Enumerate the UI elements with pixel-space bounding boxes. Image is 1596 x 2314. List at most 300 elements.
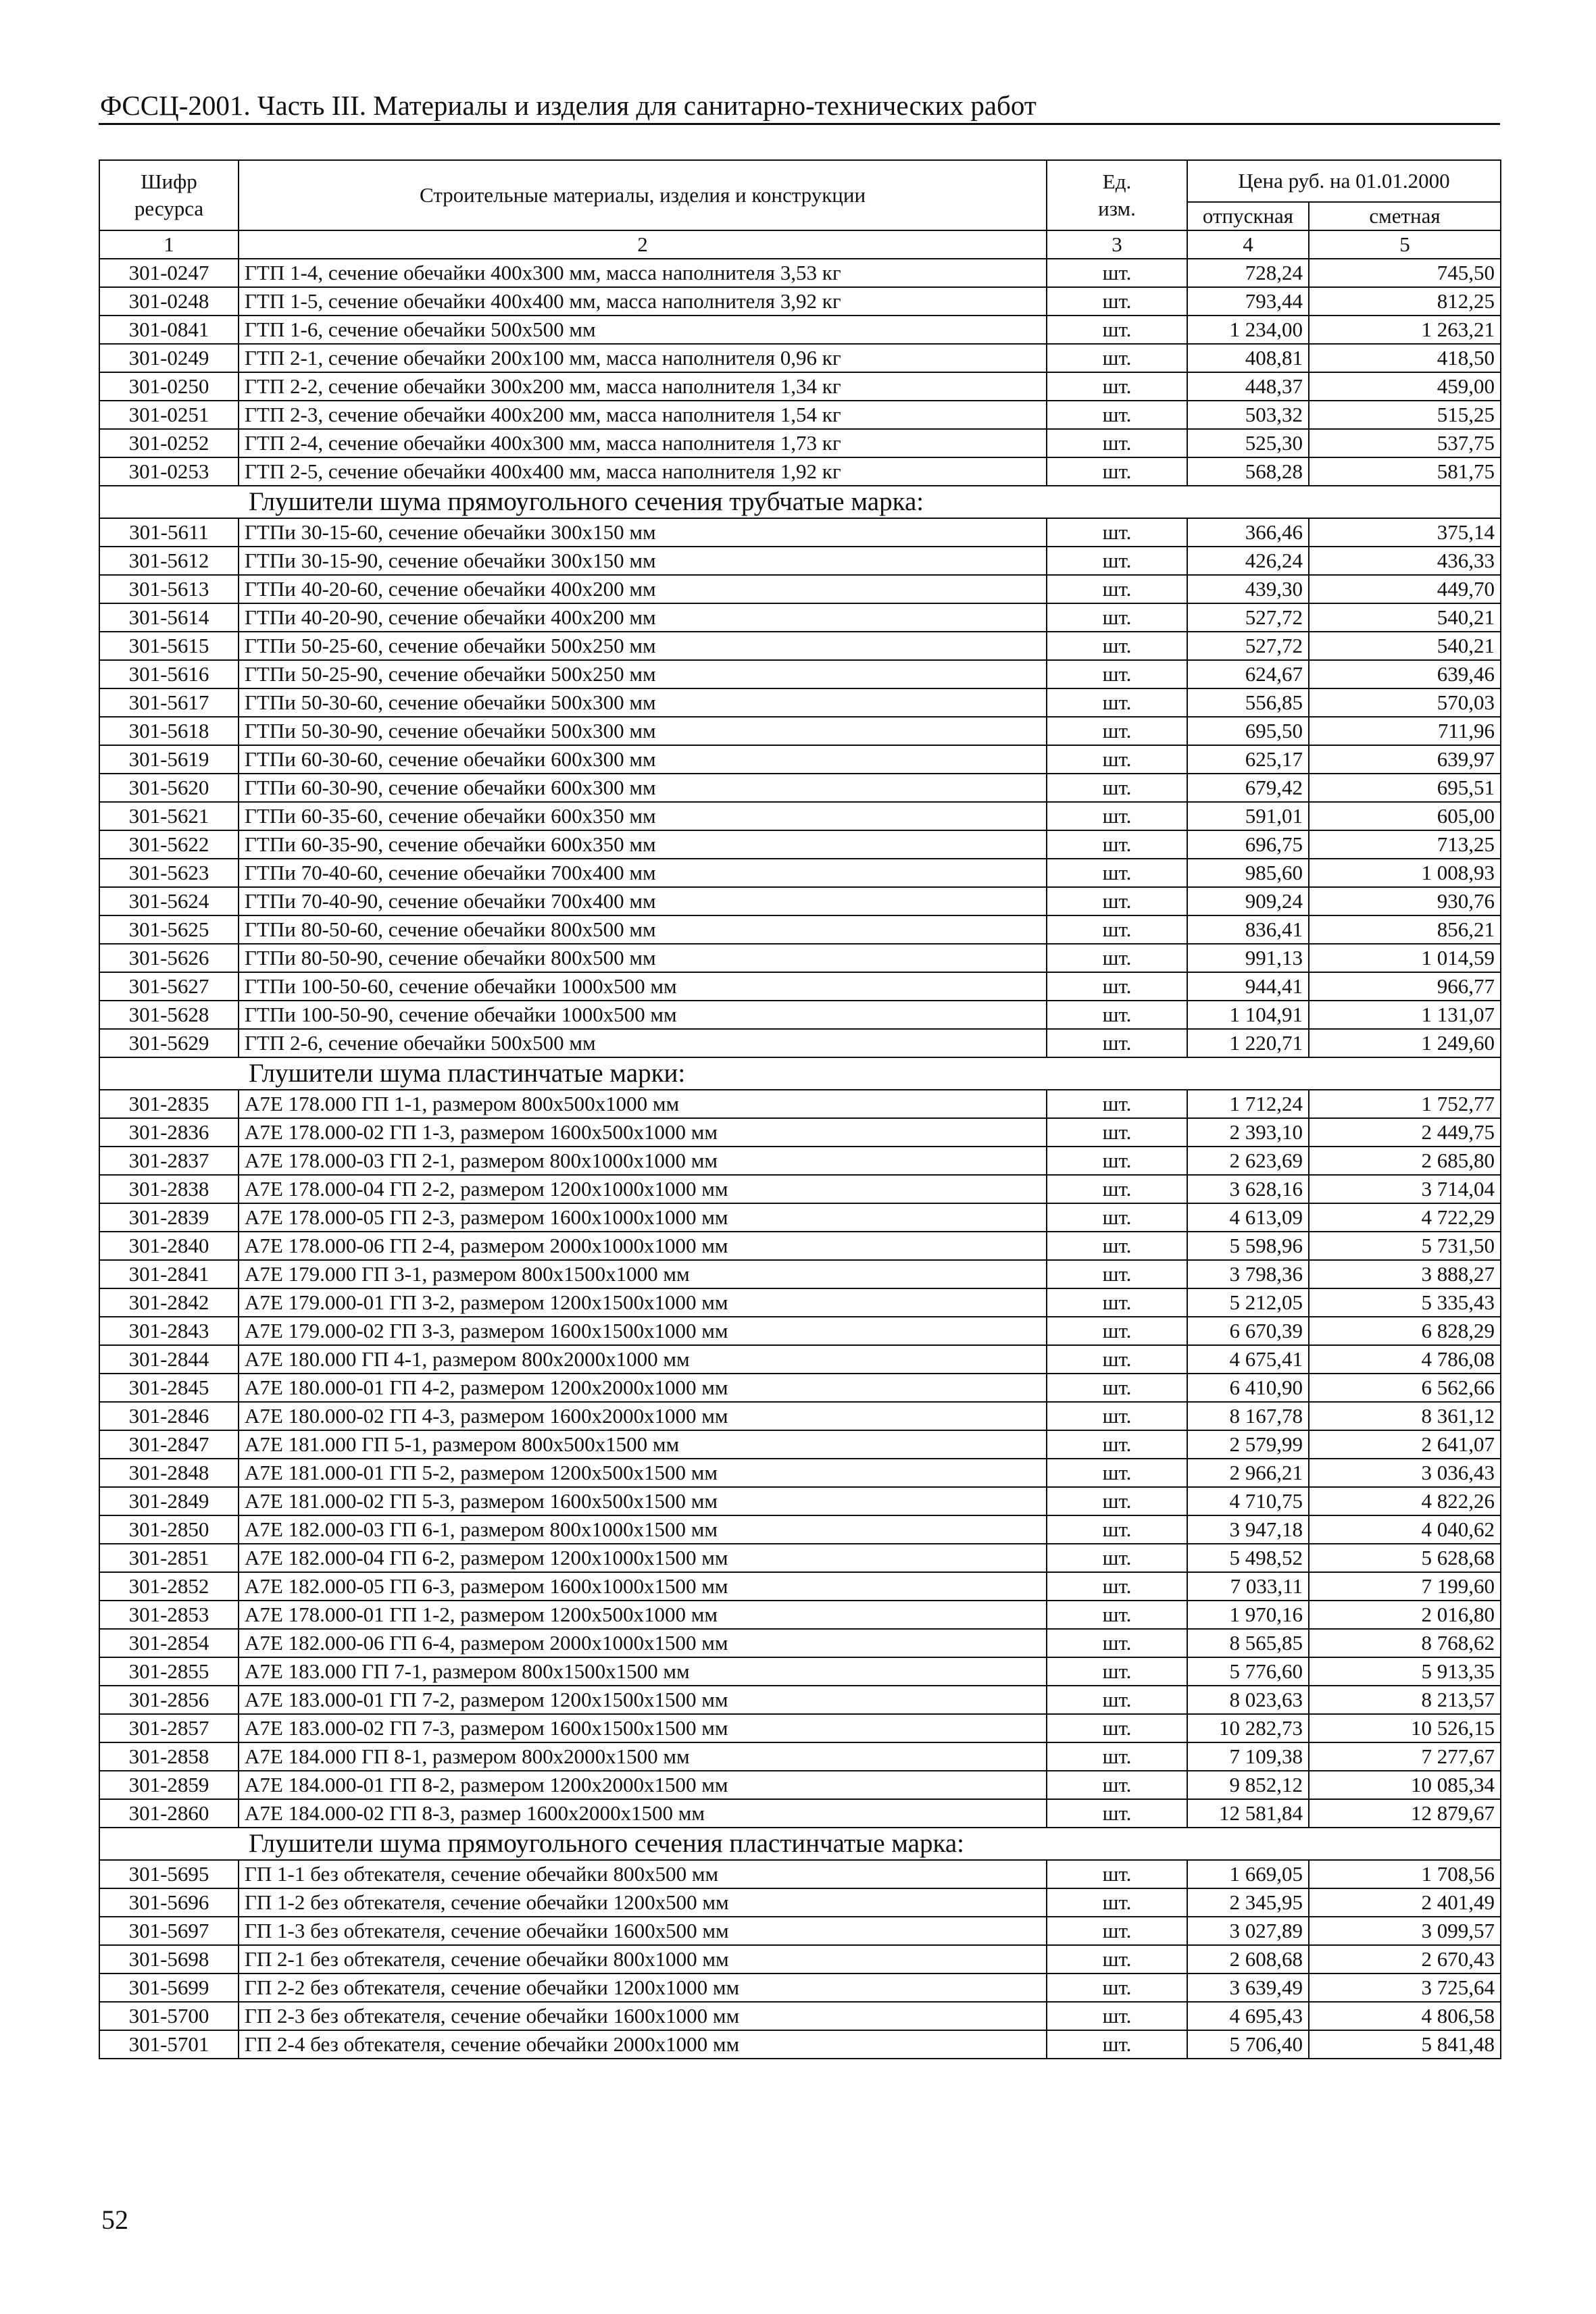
cell-price-release: 2 579,99 — [1187, 1430, 1309, 1459]
cell-code: 301-2840 — [99, 1232, 239, 1260]
cell-unit: шт. — [1047, 1799, 1187, 1828]
cell-price-release: 3 798,36 — [1187, 1260, 1309, 1288]
table-row — [99, 575, 1501, 603]
cell-unit: шт. — [1047, 1232, 1187, 1260]
cell-code: 301-2836 — [99, 1118, 239, 1147]
cell-price-estimate: 2 401,49 — [1309, 1888, 1501, 1917]
table-row — [99, 1317, 1501, 1345]
cell-price-estimate: 711,96 — [1309, 717, 1501, 745]
cell-price-release: 1 669,05 — [1187, 1860, 1309, 1888]
table-row — [99, 287, 1501, 316]
cell-code: 301-0250 — [99, 372, 239, 401]
cell-name: А7Е 183.000-01 ГП 7-2, размером 1200х1500х1500 мм — [239, 1686, 1047, 1714]
cell-unit: шт. — [1047, 316, 1187, 344]
cell-unit: шт. — [1047, 802, 1187, 830]
cell-code: 301-5613 — [99, 575, 239, 603]
cell-price-release: 7 109,38 — [1187, 1742, 1309, 1771]
cell-name: А7Е 182.000-06 ГП 6-4, размером 2000х1000х1500 мм — [239, 1629, 1047, 1657]
cell-price-release: 4 613,09 — [1187, 1203, 1309, 1232]
table-row — [99, 1629, 1501, 1657]
cell-price-estimate: 3 888,27 — [1309, 1260, 1501, 1288]
table-row — [99, 1232, 1501, 1260]
table-row — [99, 972, 1501, 1001]
cell-unit: шт. — [1047, 1402, 1187, 1430]
cell-unit: шт. — [1047, 660, 1187, 688]
cell-name: А7Е 181.000-01 ГП 5-2, размером 1200х500х1500 мм — [239, 1459, 1047, 1487]
cell-price-estimate: 6 828,29 — [1309, 1317, 1501, 1345]
table-row — [99, 1029, 1501, 1057]
cell-name: А7Е 178.000-01 ГП 1-2, размером 1200х500х1000 мм — [239, 1601, 1047, 1629]
cell-unit: шт. — [1047, 2002, 1187, 2030]
cell-name: ГТПи 60-30-90, сечение обечайки 600х300 мм — [239, 774, 1047, 802]
section-title: Глушители шума пластинчатые марки: — [99, 1057, 1501, 1090]
cell-code: 301-2842 — [99, 1288, 239, 1317]
cell-code: 301-0253 — [99, 457, 239, 486]
cell-name: ГТПи 50-30-60, сечение обечайки 500х300 мм — [239, 688, 1047, 717]
cell-price-estimate: 2 016,80 — [1309, 1601, 1501, 1629]
cell-name: А7Е 178.000 ГП 1-1, размером 800х500х1000 мм — [239, 1090, 1047, 1118]
cell-price-estimate: 2 449,75 — [1309, 1118, 1501, 1147]
table-row — [99, 316, 1501, 344]
cell-name: ГТПи 80-50-90, сечение обечайки 800х500 мм — [239, 944, 1047, 972]
table-row — [99, 1686, 1501, 1714]
col-index-2: 2 — [239, 230, 1047, 259]
cell-name: ГТП 1-4, сечение обечайки 400х300 мм, масса наполнителя 3,53 кг — [239, 259, 1047, 287]
cell-unit: шт. — [1047, 1601, 1187, 1629]
cell-unit: шт. — [1047, 1001, 1187, 1029]
table-row — [99, 1572, 1501, 1601]
cell-unit: шт. — [1047, 1945, 1187, 1973]
cell-price-estimate: 1 014,59 — [1309, 944, 1501, 972]
cell-unit: шт. — [1047, 1430, 1187, 1459]
cell-price-estimate: 1 249,60 — [1309, 1029, 1501, 1057]
cell-name: ГП 1-2 без обтекателя, сечение обечайки 1200х500 мм — [239, 1888, 1047, 1917]
cell-price-release: 1 712,24 — [1187, 1090, 1309, 1118]
table-row — [99, 1402, 1501, 1430]
cell-code: 301-5700 — [99, 2002, 239, 2030]
cell-code: 301-5621 — [99, 802, 239, 830]
table-row — [99, 1118, 1501, 1147]
cell-name: ГП 2-3 без обтекателя, сечение обечайки 1600х1000 мм — [239, 2002, 1047, 2030]
cell-unit: шт. — [1047, 944, 1187, 972]
cell-code: 301-5629 — [99, 1029, 239, 1057]
cell-code: 301-2841 — [99, 1260, 239, 1288]
cell-name: ГТПи 100-50-60, сечение обечайки 1000х500 мм — [239, 972, 1047, 1001]
section-header-row — [99, 1057, 1501, 1090]
cell-price-estimate: 5 628,68 — [1309, 1544, 1501, 1572]
cell-unit: шт. — [1047, 429, 1187, 457]
cell-unit: шт. — [1047, 1629, 1187, 1657]
cell-price-release: 8 565,85 — [1187, 1629, 1309, 1657]
cell-price-estimate: 695,51 — [1309, 774, 1501, 802]
cell-price-release: 527,72 — [1187, 632, 1309, 660]
cell-price-estimate: 515,25 — [1309, 401, 1501, 429]
cell-price-release: 10 282,73 — [1187, 1714, 1309, 1742]
cell-unit: шт. — [1047, 372, 1187, 401]
cell-name: А7Е 184.000-01 ГП 8-2, размером 1200х2000х1500 мм — [239, 1771, 1047, 1799]
cell-price-estimate: 1 708,56 — [1309, 1860, 1501, 1888]
cell-code: 301-2854 — [99, 1629, 239, 1657]
section-header-row — [99, 486, 1501, 518]
cell-name: А7Е 181.000-02 ГП 5-3, размером 1600х500х1500 мм — [239, 1487, 1047, 1515]
cell-price-release: 6 670,39 — [1187, 1317, 1309, 1345]
cell-price-estimate: 745,50 — [1309, 259, 1501, 287]
cell-price-estimate: 3 714,04 — [1309, 1175, 1501, 1203]
cell-price-estimate: 10 085,34 — [1309, 1771, 1501, 1799]
cell-code: 301-5615 — [99, 632, 239, 660]
cell-name: А7Е 178.000-05 ГП 2-3, размером 1600х1000х1000 мм — [239, 1203, 1047, 1232]
cell-code: 301-5695 — [99, 1860, 239, 1888]
table-row — [99, 830, 1501, 859]
table-row — [99, 518, 1501, 547]
section-title: Глушители шума прямоугольного сечения трубчатые марка: — [99, 486, 1501, 518]
cell-unit: шт. — [1047, 1147, 1187, 1175]
cell-price-estimate: 713,25 — [1309, 830, 1501, 859]
header-rule — [99, 123, 1500, 125]
col-header-price: Цена руб. на 01.01.2000 — [1187, 160, 1501, 202]
cell-price-release: 366,46 — [1187, 518, 1309, 547]
cell-unit: шт. — [1047, 915, 1187, 944]
cell-price-release: 625,17 — [1187, 745, 1309, 774]
cell-name: А7Е 178.000-03 ГП 2-1, размером 800х1000х1000 мм — [239, 1147, 1047, 1175]
cell-unit: шт. — [1047, 1657, 1187, 1686]
cell-name: ГТП 2-5, сечение обечайки 400х400 мм, масса наполнителя 1,92 кг — [239, 457, 1047, 486]
cell-price-release: 728,24 — [1187, 259, 1309, 287]
cell-code: 301-2850 — [99, 1515, 239, 1544]
cell-unit: шт. — [1047, 1487, 1187, 1515]
cell-price-release: 1 970,16 — [1187, 1601, 1309, 1629]
cell-code: 301-0247 — [99, 259, 239, 287]
cell-price-estimate: 2 641,07 — [1309, 1430, 1501, 1459]
cell-name: ГТПи 30-15-60, сечение обечайки 300х150 мм — [239, 518, 1047, 547]
cell-unit: шт. — [1047, 1029, 1187, 1057]
cell-code: 301-2857 — [99, 1714, 239, 1742]
cell-price-estimate: 540,21 — [1309, 632, 1501, 660]
section-header-row — [99, 1828, 1501, 1860]
cell-price-release: 3 628,16 — [1187, 1175, 1309, 1203]
table-row — [99, 745, 1501, 774]
table-row — [99, 887, 1501, 915]
cell-name: ГТП 2-4, сечение обечайки 400х300 мм, масса наполнителя 1,73 кг — [239, 429, 1047, 457]
cell-name: А7Е 183.000-02 ГП 7-3, размером 1600х1500х1500 мм — [239, 1714, 1047, 1742]
cell-price-estimate: 6 562,66 — [1309, 1374, 1501, 1402]
cell-price-release: 4 675,41 — [1187, 1345, 1309, 1374]
cell-price-estimate: 5 913,35 — [1309, 1657, 1501, 1686]
cell-price-estimate: 1 263,21 — [1309, 316, 1501, 344]
col-index-3: 3 — [1047, 230, 1187, 259]
cell-name: А7Е 178.000-02 ГП 1-3, размером 1600х500х1000 мм — [239, 1118, 1047, 1147]
cell-price-release: 5 776,60 — [1187, 1657, 1309, 1686]
cell-name: ГТП 2-2, сечение обечайки 300х200 мм, масса наполнителя 1,34 кг — [239, 372, 1047, 401]
cell-price-estimate: 3 725,64 — [1309, 1973, 1501, 2002]
table-row — [99, 1175, 1501, 1203]
table-row — [99, 1657, 1501, 1686]
cell-name: А7Е 180.000-02 ГП 4-3, размером 1600х2000х1000 мм — [239, 1402, 1047, 1430]
cell-name: ГП 2-1 без обтекателя, сечение обечайки 800х1000 мм — [239, 1945, 1047, 1973]
table-row — [99, 1799, 1501, 1828]
cell-price-release: 3 027,89 — [1187, 1917, 1309, 1945]
cell-price-release: 448,37 — [1187, 372, 1309, 401]
cell-price-release: 695,50 — [1187, 717, 1309, 745]
page-header-title: ФССЦ-2001. Часть III. Материалы и изделия для санитарно-технических работ — [100, 90, 1037, 121]
cell-price-estimate: 5 731,50 — [1309, 1232, 1501, 1260]
cell-price-release: 2 345,95 — [1187, 1888, 1309, 1917]
table-row — [99, 1345, 1501, 1374]
cell-name: ГТПи 40-20-60, сечение обечайки 400х200 мм — [239, 575, 1047, 603]
cell-price-estimate: 2 670,43 — [1309, 1945, 1501, 1973]
table-row — [99, 372, 1501, 401]
table-row — [99, 1771, 1501, 1799]
cell-unit: шт. — [1047, 1317, 1187, 1345]
cell-price-estimate: 3 099,57 — [1309, 1917, 1501, 1945]
cell-price-release: 556,85 — [1187, 688, 1309, 717]
cell-price-release: 591,01 — [1187, 802, 1309, 830]
cell-code: 301-5620 — [99, 774, 239, 802]
cell-price-release: 624,67 — [1187, 660, 1309, 688]
cell-price-estimate: 4 722,29 — [1309, 1203, 1501, 1232]
cell-price-estimate: 7 199,60 — [1309, 1572, 1501, 1601]
cell-price-estimate: 8 361,12 — [1309, 1402, 1501, 1430]
cell-price-estimate: 812,25 — [1309, 287, 1501, 316]
cell-price-estimate: 459,00 — [1309, 372, 1501, 401]
cell-name: ГТП 1-5, сечение обечайки 400х400 мм, масса наполнителя 3,92 кг — [239, 287, 1047, 316]
col-index-4: 4 — [1187, 230, 1309, 259]
cell-name: А7Е 178.000-06 ГП 2-4, размером 2000х1000х1000 мм — [239, 1232, 1047, 1260]
cell-price-release: 909,24 — [1187, 887, 1309, 915]
cell-unit: шт. — [1047, 457, 1187, 486]
section-title: Глушители шума прямоугольного сечения пластинчатые марка: — [99, 1828, 1501, 1860]
cell-price-estimate: 639,46 — [1309, 660, 1501, 688]
cell-price-estimate: 1 131,07 — [1309, 1001, 1501, 1029]
cell-code: 301-5624 — [99, 887, 239, 915]
table-row — [99, 401, 1501, 429]
cell-unit: шт. — [1047, 1714, 1187, 1742]
cell-name: ГТПи 60-35-60, сечение обечайки 600х350 мм — [239, 802, 1047, 830]
cell-unit: шт. — [1047, 830, 1187, 859]
cell-unit: шт. — [1047, 1374, 1187, 1402]
cell-price-release: 5 498,52 — [1187, 1544, 1309, 1572]
cell-name: А7Е 182.000-03 ГП 6-1, размером 800х1000х1500 мм — [239, 1515, 1047, 1544]
table-row — [99, 603, 1501, 632]
table-row — [99, 859, 1501, 887]
table-row — [99, 1515, 1501, 1544]
cell-price-estimate: 930,76 — [1309, 887, 1501, 915]
cell-price-release: 991,13 — [1187, 944, 1309, 972]
cell-price-release: 679,42 — [1187, 774, 1309, 802]
cell-code: 301-2846 — [99, 1402, 239, 1430]
col-header-release: отпускная — [1187, 202, 1309, 230]
col-header-estimate: сметная — [1309, 202, 1501, 230]
cell-price-release: 1 220,71 — [1187, 1029, 1309, 1057]
cell-price-release: 8 167,78 — [1187, 1402, 1309, 1430]
cell-code: 301-2859 — [99, 1771, 239, 1799]
cell-code: 301-2856 — [99, 1686, 239, 1714]
col-header-unit: Ед. изм. — [1047, 160, 1187, 230]
table-row — [99, 660, 1501, 688]
cell-unit: шт. — [1047, 547, 1187, 575]
table-row — [99, 802, 1501, 830]
cell-code: 301-0251 — [99, 401, 239, 429]
cell-name: ГТПи 60-35-90, сечение обечайки 600х350 мм — [239, 830, 1047, 859]
cell-name: ГТП 1-6, сечение обечайки 500х500 мм — [239, 316, 1047, 344]
cell-price-estimate: 418,50 — [1309, 344, 1501, 372]
table-row — [99, 632, 1501, 660]
cell-unit: шт. — [1047, 745, 1187, 774]
cell-code: 301-2858 — [99, 1742, 239, 1771]
table-row — [99, 1487, 1501, 1515]
cell-price-release: 1 234,00 — [1187, 316, 1309, 344]
cell-unit: шт. — [1047, 688, 1187, 717]
cell-code: 301-2835 — [99, 1090, 239, 1118]
price-table — [99, 159, 1501, 2059]
cell-price-release: 944,41 — [1187, 972, 1309, 1001]
cell-price-release: 9 852,12 — [1187, 1771, 1309, 1799]
table-row — [99, 1860, 1501, 1888]
col-header-name: Строительные материалы, изделия и конструкции — [239, 160, 1047, 230]
cell-code: 301-2843 — [99, 1317, 239, 1345]
cell-name: ГТПи 100-50-90, сечение обечайки 1000х500 мм — [239, 1001, 1047, 1029]
cell-name: А7Е 179.000-02 ГП 3-3, размером 1600х1500х1000 мм — [239, 1317, 1047, 1345]
table-row — [99, 1945, 1501, 1973]
table-row — [99, 547, 1501, 575]
cell-code: 301-5619 — [99, 745, 239, 774]
cell-name: А7Е 179.000 ГП 3-1, размером 800х1500х1000 мм — [239, 1260, 1047, 1288]
cell-code: 301-5699 — [99, 1973, 239, 2002]
table-row — [99, 1459, 1501, 1487]
table-row — [99, 429, 1501, 457]
cell-name: ГТПи 40-20-90, сечение обечайки 400х200 мм — [239, 603, 1047, 632]
cell-price-release: 2 393,10 — [1187, 1118, 1309, 1147]
cell-price-estimate: 12 879,67 — [1309, 1799, 1501, 1828]
cell-name: ГТПи 50-25-90, сечение обечайки 500х250 мм — [239, 660, 1047, 688]
cell-price-estimate: 449,70 — [1309, 575, 1501, 603]
cell-name: ГТП 2-3, сечение обечайки 400х200 мм, масса наполнителя 1,54 кг — [239, 401, 1047, 429]
table-row — [99, 2002, 1501, 2030]
cell-unit: шт. — [1047, 1260, 1187, 1288]
cell-unit: шт. — [1047, 1572, 1187, 1601]
cell-price-estimate: 5 841,48 — [1309, 2030, 1501, 2059]
cell-unit: шт. — [1047, 632, 1187, 660]
cell-price-release: 3 947,18 — [1187, 1515, 1309, 1544]
cell-name: ГТП 2-1, сечение обечайки 200х100 мм, масса наполнителя 0,96 кг — [239, 344, 1047, 372]
cell-name: А7Е 184.000 ГП 8-1, размером 800х2000х1500 мм — [239, 1742, 1047, 1771]
table-row — [99, 1001, 1501, 1029]
cell-price-release: 985,60 — [1187, 859, 1309, 887]
cell-price-release: 836,41 — [1187, 915, 1309, 944]
cell-name: А7Е 183.000 ГП 7-1, размером 800х1500х1500 мм — [239, 1657, 1047, 1686]
cell-price-release: 439,30 — [1187, 575, 1309, 603]
cell-name: ГП 2-4 без обтекателя, сечение обечайки 2000х1000 мм — [239, 2030, 1047, 2059]
cell-code: 301-2852 — [99, 1572, 239, 1601]
cell-name: ГТПи 60-30-60, сечение обечайки 600х300 мм — [239, 745, 1047, 774]
cell-code: 301-5625 — [99, 915, 239, 944]
table-row — [99, 1147, 1501, 1175]
cell-unit: шт. — [1047, 259, 1187, 287]
cell-code: 301-0252 — [99, 429, 239, 457]
cell-price-estimate: 3 036,43 — [1309, 1459, 1501, 1487]
cell-price-estimate: 4 822,26 — [1309, 1487, 1501, 1515]
cell-code: 301-0841 — [99, 316, 239, 344]
cell-price-estimate: 375,14 — [1309, 518, 1501, 547]
cell-code: 301-2844 — [99, 1345, 239, 1374]
cell-price-release: 568,28 — [1187, 457, 1309, 486]
cell-code: 301-5623 — [99, 859, 239, 887]
cell-name: ГТПи 70-40-60, сечение обечайки 700х400 мм — [239, 859, 1047, 887]
cell-unit: шт. — [1047, 1118, 1187, 1147]
table-row — [99, 1973, 1501, 2002]
cell-name: А7Е 182.000-04 ГП 6-2, размером 1200х1000х1500 мм — [239, 1544, 1047, 1572]
table-row — [99, 1742, 1501, 1771]
cell-price-release: 8 023,63 — [1187, 1686, 1309, 1714]
table-row — [99, 1260, 1501, 1288]
table-row — [99, 915, 1501, 944]
table-row — [99, 1714, 1501, 1742]
cell-code: 301-5628 — [99, 1001, 239, 1029]
table-row — [99, 1203, 1501, 1232]
cell-price-estimate: 8 213,57 — [1309, 1686, 1501, 1714]
cell-price-release: 3 639,49 — [1187, 1973, 1309, 2002]
cell-unit: шт. — [1047, 344, 1187, 372]
table-row — [99, 259, 1501, 287]
cell-unit: шт. — [1047, 859, 1187, 887]
cell-price-release: 525,30 — [1187, 429, 1309, 457]
cell-price-release: 4 710,75 — [1187, 1487, 1309, 1515]
cell-price-release: 527,72 — [1187, 603, 1309, 632]
cell-name: ГТПи 30-15-90, сечение обечайки 300х150 мм — [239, 547, 1047, 575]
cell-code: 301-0248 — [99, 287, 239, 316]
cell-name: ГП 1-3 без обтекателя, сечение обечайки 1600х500 мм — [239, 1917, 1047, 1945]
cell-unit: шт. — [1047, 287, 1187, 316]
cell-price-estimate: 570,03 — [1309, 688, 1501, 717]
cell-price-estimate: 540,21 — [1309, 603, 1501, 632]
table-row — [99, 1090, 1501, 1118]
cell-unit: шт. — [1047, 1917, 1187, 1945]
cell-price-estimate: 7 277,67 — [1309, 1742, 1501, 1771]
table-row — [99, 1601, 1501, 1629]
cell-unit: шт. — [1047, 1288, 1187, 1317]
cell-name: ГП 2-2 без обтекателя, сечение обечайки 1200х1000 мм — [239, 1973, 1047, 2002]
cell-price-estimate: 4 806,58 — [1309, 2002, 1501, 2030]
cell-name: ГТПи 50-30-90, сечение обечайки 500х300 мм — [239, 717, 1047, 745]
cell-code: 301-2849 — [99, 1487, 239, 1515]
cell-code: 301-2847 — [99, 1430, 239, 1459]
cell-name: ГП 1-1 без обтекателя, сечение обечайки 800х500 мм — [239, 1860, 1047, 1888]
cell-price-release: 2 623,69 — [1187, 1147, 1309, 1175]
cell-unit: шт. — [1047, 1686, 1187, 1714]
cell-price-release: 793,44 — [1187, 287, 1309, 316]
cell-price-release: 1 104,91 — [1187, 1001, 1309, 1029]
cell-unit: шт. — [1047, 717, 1187, 745]
cell-price-estimate: 639,97 — [1309, 745, 1501, 774]
cell-price-release: 12 581,84 — [1187, 1799, 1309, 1828]
cell-price-estimate: 4 786,08 — [1309, 1345, 1501, 1374]
cell-price-estimate: 436,33 — [1309, 547, 1501, 575]
cell-code: 301-5696 — [99, 1888, 239, 1917]
cell-unit: шт. — [1047, 2030, 1187, 2059]
cell-unit: шт. — [1047, 1515, 1187, 1544]
cell-price-estimate: 8 768,62 — [1309, 1629, 1501, 1657]
table-row — [99, 688, 1501, 717]
table-row — [99, 774, 1501, 802]
cell-code: 301-2837 — [99, 1147, 239, 1175]
cell-unit: шт. — [1047, 1090, 1187, 1118]
cell-name: ГТП 2-6, сечение обечайки 500х500 мм — [239, 1029, 1047, 1057]
cell-unit: шт. — [1047, 1771, 1187, 1799]
cell-code: 301-5618 — [99, 717, 239, 745]
cell-price-release: 2 608,68 — [1187, 1945, 1309, 1973]
cell-code: 301-0249 — [99, 344, 239, 372]
cell-price-release: 5 212,05 — [1187, 1288, 1309, 1317]
